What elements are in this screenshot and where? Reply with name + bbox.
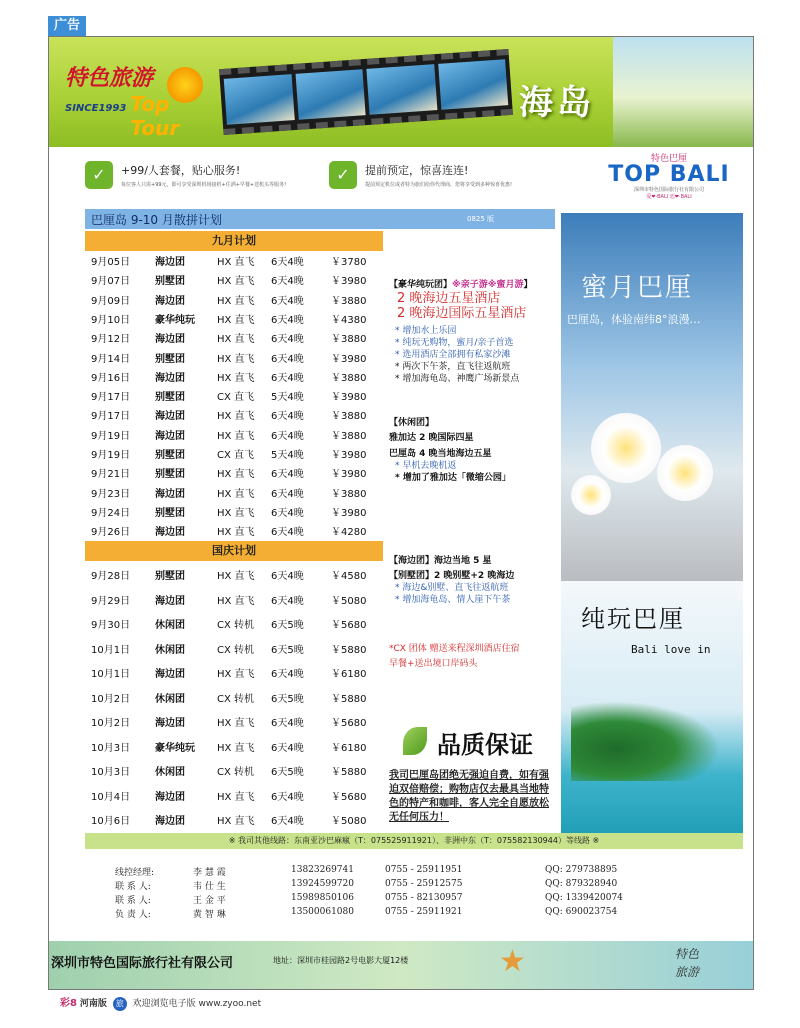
row-flight: HX 直飞 <box>217 488 255 500</box>
frangipani-flower-icon <box>657 445 713 501</box>
beach-line-2: 【别墅团】2 晚别墅+2 晚海边 <box>389 571 515 581</box>
luxury-item: * 纯玩无购物，蜜月/亲子首选 <box>395 338 514 348</box>
luxury-item: * 增加海龟岛、神鹰广场新景点 <box>395 374 520 384</box>
row-price: ￥3880 <box>331 372 367 384</box>
row-days: 6天4晚 <box>271 816 304 827</box>
row-days: 6天4晚 <box>271 571 304 582</box>
company-bar <box>49 941 753 989</box>
contact-mobile: 15989850106 <box>291 893 354 903</box>
top-bali-small: 特色巴厘 <box>650 154 687 164</box>
row-days: 5天4晚 <box>271 450 304 461</box>
notes-cx-group <box>389 643 520 670</box>
luxury-item: * 增加水上乐园 <box>395 326 457 336</box>
pure-play-subtitle: Bali love in <box>631 643 711 656</box>
film-frame <box>295 69 366 120</box>
banner-title: 海岛 <box>519 83 595 123</box>
row-price: ￥3880 <box>331 295 367 307</box>
luxury-item: * 选用酒店全部拥有私家沙滩 <box>395 350 511 360</box>
row-date: 10月1日 <box>91 644 131 656</box>
row-date: 9月24日 <box>91 507 131 519</box>
honeymoon-title: 蜜月巴厘 <box>581 273 694 303</box>
film-frame <box>438 59 509 110</box>
row-days: 6天4晚 <box>271 353 304 365</box>
row-date: 10月2日 <box>91 693 131 705</box>
contact-row <box>115 879 735 893</box>
contact-name: 韦 仕 生 <box>193 882 226 892</box>
ad-page <box>48 36 754 990</box>
honeymoon-subtitle: 巴厘岛，体验南纬8°浪漫… <box>567 313 701 326</box>
row-days: 6天4晚 <box>271 742 304 754</box>
starfish-icon: ★ <box>499 944 526 979</box>
row-days: 6天4晚 <box>271 791 304 803</box>
company-name: 深圳市特色国际旅行社有限公司 <box>51 956 234 971</box>
row-flight: HX 直飞 <box>217 295 255 307</box>
schedule-row <box>85 272 385 290</box>
row-flight: HX 直飞 <box>217 411 255 423</box>
row-flight: CX 转机 <box>217 644 255 656</box>
luxury-head-d: 】 <box>523 280 533 290</box>
schedule-row <box>85 504 385 522</box>
schedule-row <box>85 407 385 425</box>
ad-tag: 广告 <box>48 16 86 36</box>
row-type: 海边团 <box>155 372 185 384</box>
row-days: 5天4晚 <box>271 392 304 404</box>
row-price: ￥4380 <box>331 314 367 326</box>
row-date: 9月05日 <box>91 257 131 268</box>
bottom-logo <box>675 945 699 981</box>
row-type: 别墅团 <box>155 353 185 365</box>
section-national-day: 国庆计划 <box>85 541 383 561</box>
row-date: 9月21日 <box>91 469 131 481</box>
row-type: 别墅团 <box>155 276 185 288</box>
contact-role: 负 责 人: <box>115 910 151 920</box>
row-type: 海边团 <box>155 430 185 442</box>
top-bali-big: TOP BALI <box>608 162 730 187</box>
row-flight: HX 直飞 <box>217 816 255 827</box>
row-price: ￥5680 <box>331 620 367 631</box>
row-flight: HX 直飞 <box>217 469 255 481</box>
row-days: 6天4晚 <box>271 527 304 539</box>
row-type: 海边团 <box>155 411 185 423</box>
notes-luxury <box>389 279 533 385</box>
row-flight: CX 直飞 <box>217 392 255 404</box>
feature-sub: 提前预定机位或者特为旅们给你代理商，您将享受到多种惊喜优惠! <box>365 182 513 188</box>
row-date: 9月19日 <box>91 450 131 461</box>
row-flight: HX 直飞 <box>217 791 255 803</box>
sunflower-icon <box>167 67 203 103</box>
row-flight: HX 直飞 <box>217 571 255 582</box>
schedule-row <box>85 592 385 610</box>
schedule-row <box>85 812 385 830</box>
travel-badge-icon: 旅 <box>113 997 127 1011</box>
beach-item: * 海边&别墅、直飞往返航班 <box>395 583 509 593</box>
row-days: 6天5晚 <box>271 644 304 656</box>
row-date: 9月17日 <box>91 392 131 404</box>
row-flight: HX 直飞 <box>217 507 255 519</box>
schedule-row <box>85 427 385 445</box>
row-date: 9月28日 <box>91 571 131 582</box>
schedule-row <box>85 369 385 387</box>
row-price: ￥3780 <box>331 257 367 268</box>
luxury-hotel-1: 2 晚海边五星酒店 <box>397 291 501 306</box>
leaf-icon <box>403 727 427 755</box>
beach-line-1: 【海边团】海边当地 5 星 <box>389 556 492 566</box>
schedule-row <box>85 253 385 271</box>
film-frame <box>366 64 437 115</box>
schedule-row <box>85 311 385 329</box>
row-days: 6天4晚 <box>271 276 304 288</box>
contact-qq: QQ: 279738895 <box>545 865 618 875</box>
contact-phone: 0755 - 25911951 <box>385 865 463 875</box>
schedule-row <box>85 485 385 503</box>
row-flight: HX 直飞 <box>217 718 255 729</box>
bottom-logo-1: 特色 <box>675 947 700 961</box>
row-date: 10月3日 <box>91 742 131 754</box>
row-type: 海边团 <box>155 816 185 827</box>
row-days: 6天4晚 <box>271 507 304 519</box>
section-september: 九月计划 <box>85 231 383 251</box>
film-frame <box>224 74 295 125</box>
page-footer <box>60 994 460 1012</box>
row-price: ￥4280 <box>331 527 367 539</box>
schedule-row <box>85 523 385 541</box>
row-date: 10月3日 <box>91 767 131 778</box>
cx-line: *CX 团体 赠送来程深圳酒店住宿 <box>389 644 520 654</box>
plan-title: 巴厘岛 9-10 月散拼计划 <box>91 213 222 227</box>
notes-beach-villa <box>389 555 514 606</box>
row-days: 6天4晚 <box>271 314 304 326</box>
row-days: 6天4晚 <box>271 488 304 500</box>
contact-mobile: 13924599720 <box>291 879 354 889</box>
row-flight: CX 转机 <box>217 767 255 778</box>
row-type: 海边团 <box>155 334 185 346</box>
row-price: ￥3980 <box>331 353 367 365</box>
row-date: 9月07日 <box>91 276 131 288</box>
row-price: ￥4580 <box>331 571 367 582</box>
row-type: 海边团 <box>155 718 185 729</box>
row-type: 休闲团 <box>155 644 185 656</box>
row-price: ￥6180 <box>331 669 367 680</box>
notes-leisure <box>389 417 511 484</box>
row-date: 9月12日 <box>91 334 131 346</box>
row-days: 6天4晚 <box>271 334 304 346</box>
row-type: 别墅团 <box>155 469 185 481</box>
row-type: 海边团 <box>155 488 185 500</box>
schedule-row <box>85 690 385 708</box>
luxury-head-a: 【豪华纯玩团】 <box>389 280 453 290</box>
row-flight: HX 直飞 <box>217 314 255 326</box>
cx-line: 早餐+送出境口岸码头 <box>389 659 478 669</box>
row-flight: HX 直飞 <box>217 334 255 346</box>
plan-header <box>85 209 555 229</box>
contact-phone: 0755 - 25911921 <box>385 907 463 917</box>
row-days: 6天4晚 <box>271 718 304 729</box>
sea-photo <box>613 37 753 147</box>
row-date: 9月29日 <box>91 595 131 607</box>
row-date: 10月1日 <box>91 669 131 680</box>
row-flight: HX 直飞 <box>217 372 255 384</box>
contact-role: 联 系 人: <box>115 882 151 892</box>
contact-row <box>115 893 735 907</box>
row-type: 海边团 <box>155 527 185 539</box>
row-date: 9月19日 <box>91 430 131 442</box>
contact-mobile: 13500061080 <box>291 907 354 917</box>
row-flight: HX 直飞 <box>217 742 255 754</box>
row-type: 豪华纯玩 <box>155 314 195 326</box>
row-date: 9月09日 <box>91 295 131 307</box>
leisure-item: * 早机去晚机返 <box>395 461 457 471</box>
row-price: ￥3880 <box>331 334 367 346</box>
contact-phone: 0755 - 25912575 <box>385 879 463 889</box>
frangipani-flower-icon <box>571 475 611 515</box>
leisure-item: * 增加了雅加达「微缩公园」 <box>395 473 511 483</box>
leisure-line-1: 雅加达 2 晚国际四星 <box>389 433 474 443</box>
logo-en: Top Tour <box>130 92 180 140</box>
edition: 河南版 <box>79 999 107 1009</box>
row-price: ￥5680 <box>331 791 367 803</box>
row-days: 6天4晚 <box>271 430 304 442</box>
row-price: ￥3880 <box>331 411 367 423</box>
row-days: 6天4晚 <box>271 595 304 607</box>
contact-name: 李 慧 霞 <box>193 868 226 878</box>
row-price: ￥3880 <box>331 488 367 500</box>
row-days: 6天4晚 <box>271 295 304 307</box>
luxury-hotel-2: 2 晚海边国际五星酒店 <box>397 306 527 321</box>
row-type: 别墅团 <box>155 450 185 461</box>
luxury-heading <box>389 279 533 291</box>
feature-package <box>85 161 335 197</box>
contact-mobile: 13823269741 <box>291 865 354 875</box>
contact-role: 线控经理: <box>115 868 155 878</box>
row-days: 6天4晚 <box>271 257 304 268</box>
company-address: 地址：深圳市桂园路2号电影大厦12楼 <box>273 956 409 965</box>
pure-play-title: 纯玩巴厘 <box>581 605 685 633</box>
schedule-row <box>85 350 385 368</box>
schedule-row <box>85 388 385 406</box>
row-days: 6天4晚 <box>271 372 304 384</box>
row-days: 6天5晚 <box>271 693 304 705</box>
bottom-logo-2: 旅游 <box>675 965 700 979</box>
contact-role: 联 系 人: <box>115 896 151 906</box>
quality-text-body: 我司巴厘岛团绝无强迫自费，如有强迫双倍赔偿；购物店仅去最具当地特色的特产和咖啡，客人完全自愿放松无任何压力！ <box>389 770 549 823</box>
contact-row <box>115 907 735 921</box>
row-flight: HX 直飞 <box>217 669 255 680</box>
row-date: 10月2日 <box>91 718 131 729</box>
contact-name: 王 金 平 <box>193 896 226 906</box>
row-flight: HX 直飞 <box>217 353 255 365</box>
feature-title: +99/人套餐，贴心服务! <box>121 164 241 177</box>
row-price: ￥5080 <box>331 816 367 827</box>
row-date: 9月16日 <box>91 372 131 384</box>
row-days: 6天4晚 <box>271 669 304 680</box>
pure-play-photo <box>561 581 743 839</box>
row-type: 休闲团 <box>155 767 185 778</box>
row-flight: CX 直飞 <box>217 450 255 461</box>
row-type: 休闲团 <box>155 620 185 631</box>
row-date: 9月23日 <box>91 488 131 500</box>
logo-cn: 特色旅游 <box>65 66 154 91</box>
other-routes-line: ※ 我司其他线路：东南亚沙巴麻瘋（T：07552591192​1）、非洲中东（T：07558213094​4）等线路 ※ <box>85 833 743 849</box>
quality-guarantee <box>389 721 569 761</box>
row-type: 海边团 <box>155 791 185 803</box>
honeymoon-photo <box>561 213 743 581</box>
schedule-row <box>85 763 385 781</box>
row-date: 9月17日 <box>91 411 131 423</box>
row-type: 休闲团 <box>155 693 185 705</box>
schedule-row <box>85 714 385 732</box>
row-flight: HX 直飞 <box>217 527 255 539</box>
top-bali-logo <box>599 151 739 201</box>
leaf-check-icon: ✓ <box>85 161 113 189</box>
contact-qq: QQ: 690023754 <box>545 907 618 917</box>
header-banner <box>49 37 753 147</box>
row-date: 9月30日 <box>91 620 131 631</box>
schedule-row <box>85 446 385 464</box>
row-type: 海边团 <box>155 595 185 607</box>
quality-text <box>389 769 553 825</box>
row-type: 海边团 <box>155 257 185 268</box>
row-price: ￥3980 <box>331 276 367 288</box>
row-price: ￥3980 <box>331 507 367 519</box>
schedule-row <box>85 641 385 659</box>
row-days: 6天5晚 <box>271 620 304 631</box>
feature-title: 提前预定，惊喜连连! <box>365 164 469 177</box>
frangipani-flower-icon <box>591 413 661 483</box>
luxury-item: * 两次下午茶，直飞往返航班 <box>395 362 511 372</box>
feature-booking <box>329 161 579 197</box>
row-price: ￥3980 <box>331 450 367 461</box>
row-price: ￥3980 <box>331 469 367 481</box>
contact-name: 黄 智 琳 <box>193 910 226 920</box>
row-flight: HX 直飞 <box>217 257 255 268</box>
schedule-row <box>85 788 385 806</box>
schedule-row <box>85 330 385 348</box>
row-days: 6天4晚 <box>271 411 304 423</box>
contact-phone: 0755 - 82130957 <box>385 893 463 903</box>
row-price: ￥3980 <box>331 392 367 404</box>
luxury-head-b: ※亲子游※ <box>452 280 497 290</box>
row-date: 9月10日 <box>91 314 131 326</box>
row-date: 10月6日 <box>91 816 131 827</box>
row-price: ￥5080 <box>331 595 367 607</box>
contacts-table <box>115 865 735 921</box>
row-price: ￥5880 <box>331 693 367 705</box>
contact-row <box>115 865 735 879</box>
row-date: 9月26日 <box>91 527 131 539</box>
row-price: ￥6180 <box>331 742 367 754</box>
row-price: ￥5880 <box>331 644 367 656</box>
row-type: 海边团 <box>155 295 185 307</box>
top-bali-line: 爱❤·BALI 恋❤·BALI <box>646 194 692 200</box>
contact-qq: QQ: 879328940 <box>545 879 618 889</box>
row-flight: HX 直飞 <box>217 430 255 442</box>
contact-qq: QQ: 1339420074 <box>545 893 623 903</box>
row-type: 豪华纯玩 <box>155 742 195 754</box>
row-type: 别墅团 <box>155 571 185 582</box>
schedule-row <box>85 567 385 585</box>
schedule-row <box>85 739 385 757</box>
row-flight: CX 转机 <box>217 620 255 631</box>
page-number: 彩8 <box>60 998 77 1009</box>
row-flight: HX 直飞 <box>217 595 255 607</box>
footer-website[interactable]: 欢迎浏览电子版 www.zyoo.net <box>132 999 262 1009</box>
row-price: ￥5880 <box>331 767 367 778</box>
row-price: ￥3880 <box>331 430 367 442</box>
row-flight: CX 转机 <box>217 693 255 705</box>
plan-version: 0825 版 <box>467 215 495 223</box>
feature-sub: 每位客人只需+99元，即可享受深圳机场接机+住酒+早餐+送机头等服务! <box>121 182 287 188</box>
row-flight: HX 直飞 <box>217 276 255 288</box>
leaf-check-icon: ✓ <box>329 161 357 189</box>
schedule-row <box>85 616 385 634</box>
row-type: 海边团 <box>155 669 185 680</box>
row-days: 6天5晚 <box>271 767 304 778</box>
luxury-head-c: 蜜月游 <box>496 280 524 290</box>
schedule-row <box>85 665 385 683</box>
palm-island <box>571 701 721 781</box>
row-days: 6天4晚 <box>271 469 304 481</box>
top-bali-sub: 深圳市特色国际旅行社有限公司 <box>633 187 704 193</box>
row-date: 9月14日 <box>91 353 131 365</box>
logo-since: SINCE1993 <box>65 103 127 114</box>
leisure-heading: 【休闲团】 <box>389 418 435 428</box>
beach-item: * 增加海龟岛、情人崖下午茶 <box>395 595 511 605</box>
row-date: 10月4日 <box>91 791 131 803</box>
quality-title: 品质保证 <box>437 731 533 759</box>
schedule-row <box>85 465 385 483</box>
row-price: ￥5680 <box>331 718 367 729</box>
schedule-row <box>85 292 385 310</box>
row-type: 别墅团 <box>155 507 185 519</box>
row-type: 别墅团 <box>155 392 185 404</box>
leisure-line-2: 巴厘岛 4 晚当地海边五星 <box>389 449 492 459</box>
photo-filmstrip <box>219 49 513 135</box>
